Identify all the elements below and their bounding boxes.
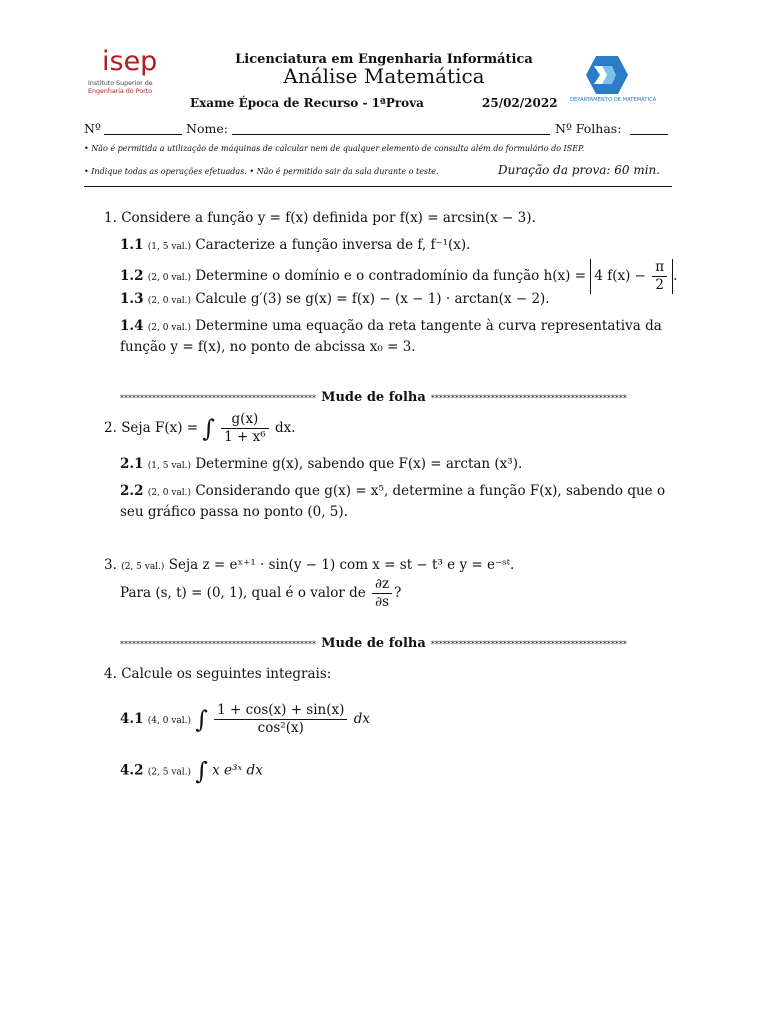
- denominator: ∂s: [375, 594, 390, 610]
- separator-stars-left: *************************************************: [120, 394, 316, 403]
- differential: dx: [353, 711, 370, 727]
- partial-derivative: [372, 576, 392, 611]
- subquestion-text: Calcule g′(3) se g(x) = f(x) − (x − 1) · arctan(x − 2).: [195, 291, 550, 307]
- point-value: (4, 0 val.): [147, 716, 192, 726]
- rule-operations: • Indique todas as operações efetuadas. • Não é permitido sair da sala durante o teste.: [84, 167, 439, 176]
- pi-over-two: [652, 259, 667, 294]
- question-number: 2.: [104, 420, 117, 436]
- question-text: Seja F(x) =: [121, 420, 203, 436]
- question-1-2: 1.2 (2, 0 val.) Determine o domínio e o contradomínio da função h(x) = 4 f(x) − $\frac{\pi}{2}$ .: [120, 259, 678, 293]
- separator-stars-right: *************************************************: [430, 640, 627, 649]
- change-sheet-separator: [120, 632, 672, 651]
- exam-title: Exame Época de Recurso - 1ªProva: [190, 96, 424, 110]
- point-value: (2, 0 val.): [147, 273, 192, 283]
- question-4-2: [120, 757, 263, 785]
- rule-calculators: • Não é permitida a utilização de máquinas de calcular nem de qualquer elemento de consulta além do formulário do ISEP.: [84, 144, 585, 153]
- point-value: (1, 5 val.): [147, 242, 192, 252]
- question-mark: ?: [394, 585, 402, 601]
- separator-stars-right: *************************************************: [430, 394, 627, 403]
- sheets-label: Nº Folhas:: [555, 121, 622, 136]
- denominator: 2: [655, 277, 664, 293]
- integrand-fraction: [221, 411, 269, 446]
- student-number-field[interactable]: [104, 134, 182, 135]
- subquestion-number: 2.2: [120, 483, 144, 499]
- change-sheet-separator: [120, 386, 672, 405]
- separator-title: Mude de folha: [321, 390, 426, 405]
- integral-sign: ∫: [195, 757, 208, 785]
- question-text: Seja z = eˣ⁺¹ · sin(y − 1) com x = st − t³ e y = e⁻ˢᵗ.: [168, 557, 515, 573]
- subquestion-number: 1.1: [120, 237, 144, 253]
- question-2-2-cont: seu gráfico passa no ponto (0, 5).: [120, 504, 348, 520]
- numerator: ∂z: [372, 576, 392, 594]
- isep-logo-line2: Engenharia do Porto: [88, 88, 153, 95]
- isep-logo-word: isep: [102, 46, 158, 77]
- question-1-4: [120, 318, 662, 334]
- exam-date: 25/02/2022: [482, 96, 558, 110]
- integral-sign: ∫: [195, 705, 208, 734]
- question-1-3: [120, 291, 550, 307]
- denominator: cos²(x): [257, 720, 304, 736]
- isep-logo-line1: Instituto Superior de: [88, 80, 153, 87]
- sheets-field[interactable]: [630, 134, 668, 135]
- question-number: 4.: [104, 666, 117, 682]
- question-2: [104, 411, 296, 446]
- expression: 4 f(x) −: [594, 268, 651, 284]
- question-1-1: [120, 237, 470, 253]
- question-text: Para (s, t) = (0, 1), qual é o valor de: [120, 585, 366, 601]
- absolute-value-expression: [590, 259, 673, 294]
- point-value: (2, 5 val.): [121, 562, 165, 572]
- point-value: (2, 5 val.): [147, 767, 192, 778]
- point-value: (2, 0 val.): [147, 296, 192, 306]
- question-2-2: [120, 483, 665, 499]
- point-value: (1, 5 val.): [147, 461, 192, 471]
- numerator: g(x): [221, 411, 269, 429]
- integrand-fraction: [214, 702, 347, 737]
- numerator: π: [652, 259, 667, 277]
- question-1: [104, 210, 536, 226]
- department-logo: [570, 54, 657, 108]
- question-number: 1.: [104, 210, 117, 226]
- subquestion-text: Considerando que g(x) = x⁵, determine a função F(x), sabendo que o: [195, 483, 666, 499]
- separator-title: Mude de folha: [321, 636, 426, 651]
- point-value: (2, 0 val.): [147, 323, 192, 333]
- denominator: 1 + x⁶: [224, 429, 266, 445]
- subquestion-number: 1.3: [120, 291, 144, 307]
- subquestion-number: 2.1: [120, 456, 144, 472]
- question-4-1: [120, 702, 370, 737]
- header-divider: [84, 186, 672, 187]
- question-text: Considere a função y = f(x) definida por f(x) = arcsin(x − 3).: [121, 210, 536, 226]
- question-3: [104, 557, 514, 573]
- integrand-expression: x e³ˣ dx: [212, 762, 263, 779]
- question-number: 3.: [104, 557, 117, 573]
- subquestion-number: 4.1: [120, 711, 144, 727]
- subquestion-text: Determine g(x), sabendo que F(x) = arctan (x³).: [195, 456, 523, 472]
- subject-title: Análise Matemática: [283, 64, 485, 88]
- name-field[interactable]: [232, 134, 550, 135]
- exam-duration: Duração da prova: 60 min.: [498, 163, 661, 177]
- department-logo-text: DEPARTAMENTO DE MATEMÁTICA: [570, 97, 657, 103]
- question-4: [104, 666, 331, 682]
- separator-stars-left: *************************************************: [120, 640, 316, 649]
- question-3-cont: [120, 576, 401, 611]
- subquestion-text: Caracterize a função inversa de f, f⁻¹(x).: [195, 237, 471, 253]
- department-logo-icon: [570, 54, 644, 98]
- numerator: 1 + cos(x) + sin(x): [214, 702, 347, 720]
- question-1-4-cont: função y = f(x), no ponto de abcissa x₀ = 3.: [120, 339, 416, 355]
- subquestion-number: 4.2: [120, 762, 144, 779]
- question-text: Calcule os seguintes integrais:: [121, 666, 332, 682]
- student-number-label: Nº: [84, 121, 101, 136]
- point-value: (2, 0 val.): [147, 488, 192, 498]
- subquestion-number: 1.4: [120, 318, 144, 334]
- subquestion-text: Determine o domínio e o contradomínio da função h(x) =: [195, 268, 591, 284]
- name-label: Nome:: [186, 121, 228, 136]
- question-2-1: [120, 456, 522, 472]
- question-text-end: dx.: [274, 420, 296, 436]
- course-name: Licenciatura em Engenharia Informática: [235, 52, 533, 67]
- subquestion-text: Determine uma equação da reta tangente à curva representativa da: [195, 318, 662, 334]
- subquestion-number: 1.2: [120, 268, 144, 284]
- integral-sign: ∫: [202, 414, 215, 443]
